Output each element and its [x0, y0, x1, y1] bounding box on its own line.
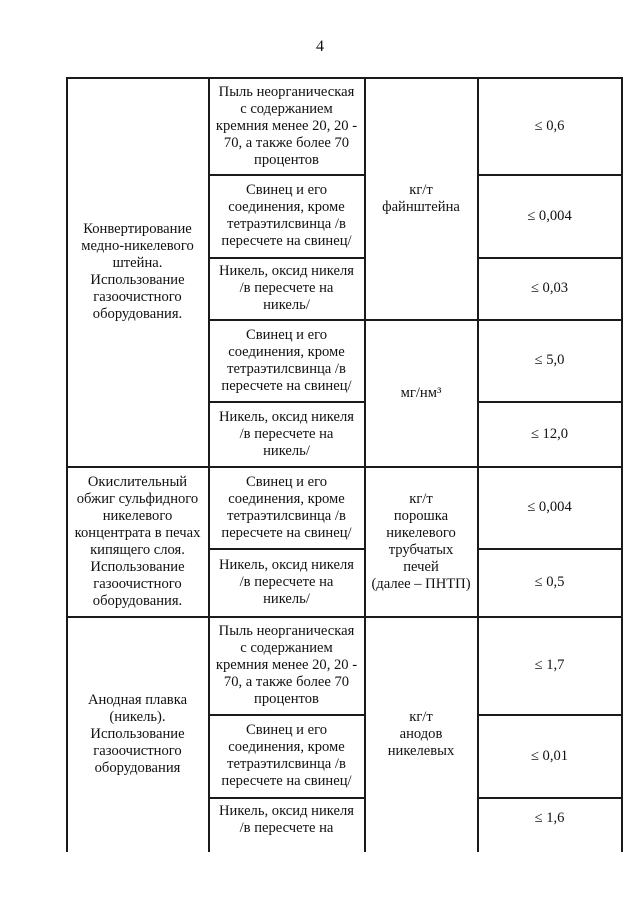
pollutant-cell: [209, 467, 364, 548]
value-text: ≤ 0,004: [527, 207, 572, 224]
process-text: Окислительный обжиг сульфидного никелевого концентрата в печах кипящего слоя. Использование газоочистного оборудования.: [74, 473, 201, 609]
unit-cell: [365, 320, 477, 466]
value-text: ≤ 5,0: [534, 352, 565, 368]
process-text: Анодная плавка (никель). Использование газоочистного оборудования: [87, 692, 188, 776]
process-cell: [67, 78, 208, 466]
pollutant-text: Свинец и его соединения, кроме тетраэтилсвинца /в пересчете на свинец/: [221, 182, 352, 249]
value-cell: [478, 320, 621, 401]
unit-text: кг/т порошка никелевого трубчатых печей (далее – ПНТП): [371, 490, 471, 592]
value-cell: [478, 549, 621, 616]
pollutant-text: Никель, оксид никеля /в пересчете на никель/: [219, 557, 354, 607]
pollutant-text: Свинец и его соединения, кроме тетраэтилсвинца /в пересчете на свинец/: [221, 326, 352, 394]
page-number: 4: [316, 38, 324, 55]
pollutant-text: Свинец и его соединения, кроме тетраэтилсвинца /в пересчете на свинец/: [221, 473, 352, 541]
value-cell: [478, 715, 621, 797]
value-text: ≤ 1,6: [534, 809, 565, 826]
pollutant-text: Пыль неорганическая с содержанием кремния менее 20, 20 - 70, а также более 70 процентов: [215, 83, 358, 168]
unit-cell: [365, 78, 477, 319]
pollutant-cell: [209, 549, 364, 616]
pollutant-cell: [209, 320, 364, 401]
value-text: ≤ 1,7: [534, 657, 565, 673]
value-cell: [478, 175, 621, 257]
pollutant-text: Никель, оксид никеля /в пересчете на никель/: [219, 263, 354, 313]
pollutant-cell: [209, 798, 364, 842]
pollutant-text: Пыль неорганическая с содержанием кремния менее 20, 20 - 70, а также более 70 процентов: [215, 623, 358, 707]
process-cell: [67, 467, 208, 616]
process-cell: [67, 617, 208, 852]
pollutant-cell: [209, 78, 364, 174]
pollutant-cell: [209, 715, 364, 797]
table-border-right: [621, 77, 623, 852]
value-cell: [478, 258, 621, 319]
pollutant-cell: [209, 175, 364, 257]
value-text: ≤ 0,6: [534, 117, 565, 134]
unit-text: кг/т анодов никелевых: [387, 709, 455, 759]
pollutant-cell: [209, 258, 364, 319]
process-text: Конвертирование медно-никелевого штейна. Использование газоочистного оборудования.: [81, 221, 194, 322]
value-text: ≤ 0,01: [530, 747, 569, 764]
value-cell: [478, 78, 621, 174]
value-text: ≤ 0,5: [534, 574, 565, 590]
pollutant-cell: [209, 617, 364, 714]
value-cell: [478, 402, 621, 466]
pollutant-text: Никель, оксид никеля /в пересчете на: [219, 803, 354, 836]
unit-text: мг/нм³: [400, 384, 442, 401]
value-cell: [478, 467, 621, 548]
pollutant-text: Никель, оксид никеля /в пересчете на никель/: [219, 408, 354, 459]
pollutant-text: Свинец и его соединения, кроме тетраэтилсвинца /в пересчете на свинец/: [221, 722, 352, 789]
value-text: ≤ 0,004: [527, 499, 572, 515]
value-text: ≤ 0,03: [530, 280, 569, 296]
unit-cell: [365, 467, 477, 616]
pollutant-cell: [209, 402, 364, 466]
unit-cell: [365, 617, 477, 852]
unit-text: кг/т файнштейна: [382, 181, 460, 215]
value-cell: [478, 617, 621, 714]
value-cell: [478, 798, 621, 838]
value-text: ≤ 12,0: [530, 425, 569, 442]
